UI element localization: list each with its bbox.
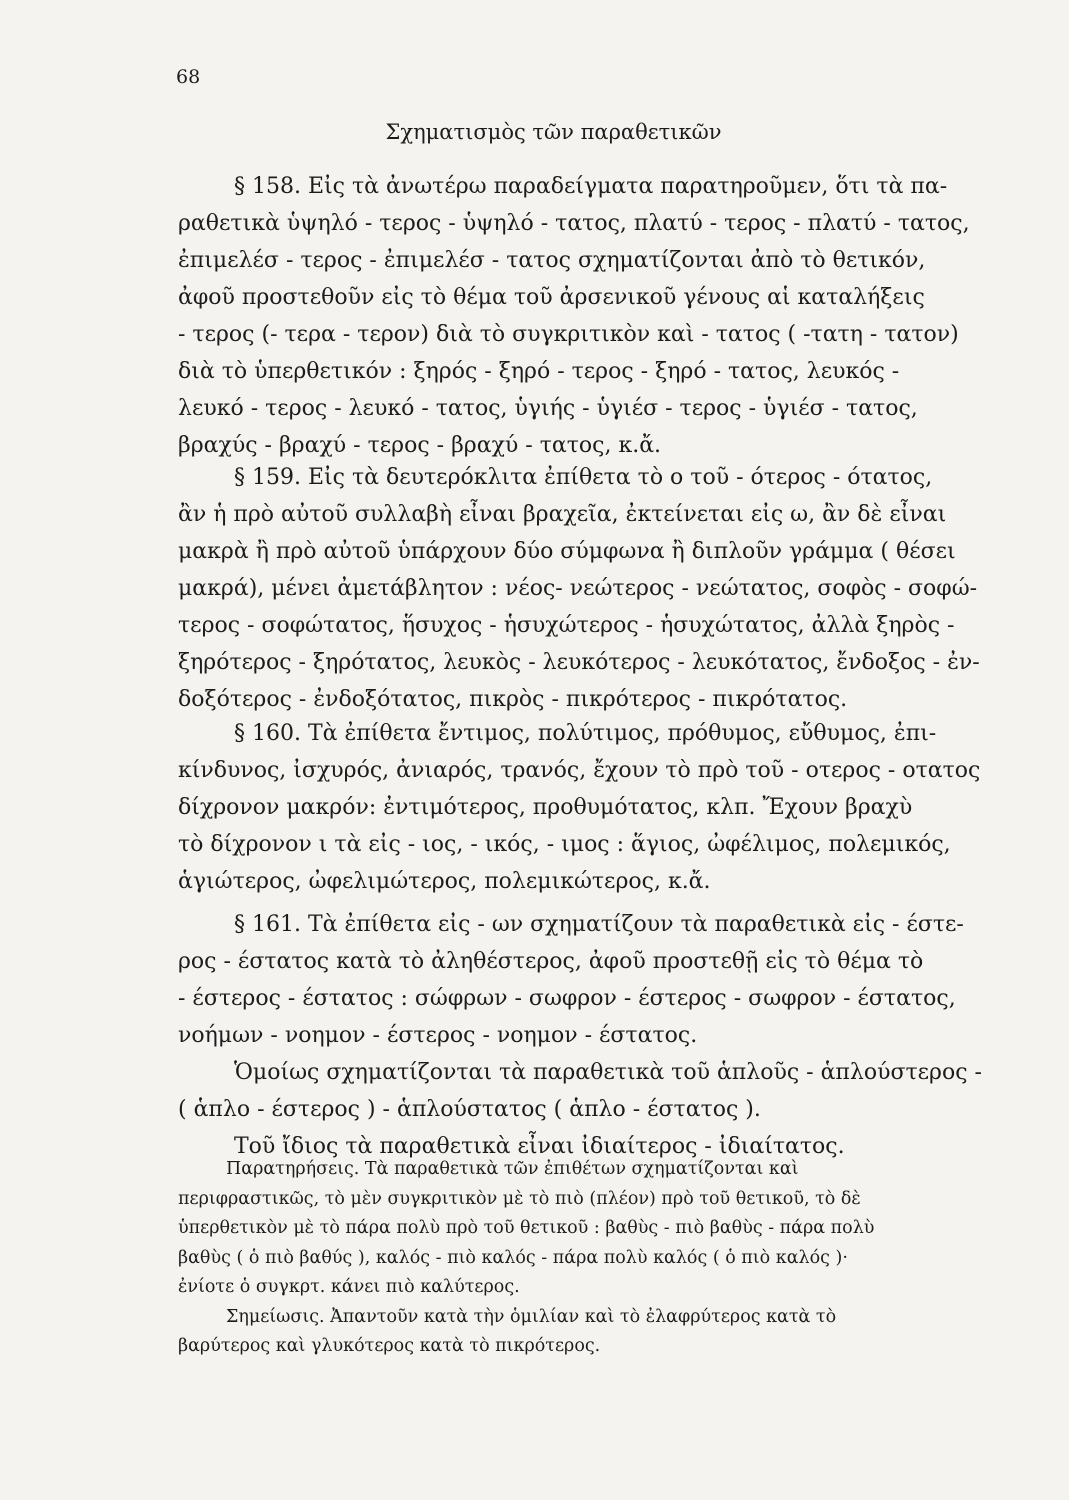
text-line: ἁγιώτερος, ὠφελιμώτερος, πολεμικώτερος, κ.ἄ. bbox=[178, 869, 711, 894]
text-line: νοήμων - νοημον - έστερος - νοημον - έστατος. bbox=[178, 1023, 698, 1048]
text-line: ξηρότερος - ξηρότατος, λευκὸς - λευκότερος - λευκότατος, ἔνδοξος - ἐν- bbox=[178, 650, 980, 675]
text-line: κίνδυνος, ἰσχυρός, ἀνιαρός, τρανός, ἔχουν τὸ πρὸ τοῦ - οτερος - οτατος bbox=[178, 758, 981, 783]
text-line: λευκό - τερος - λευκό - τατος, ὑγιής - ὑγιέσ - τερος - ὑγιέσ - τατος, bbox=[178, 396, 918, 421]
page-number: 68 bbox=[176, 66, 201, 88]
section-heading: Σχηματισμὸς τῶν παραθετικῶν bbox=[385, 120, 722, 144]
text-line: δοξότερος - ἐνδοξότατος, πικρὸς - πικρότερος - πικρότατος. bbox=[178, 687, 848, 712]
section-158 bbox=[178, 168, 1008, 464]
text-line: § 160. Τὰ ἐπίθετα ἔντιμος, πολύτιμος, πρόθυμος, εὔθυμος, ἐπι- bbox=[234, 721, 937, 746]
text-line: μακρά), μένει ἀμετάβλητον : νέος- νεώτερος - νεώτατος, σοφὸς - σοφώ- bbox=[178, 576, 978, 601]
text-line: δίχρονον μακρόν: ἐντιμότερος, προθυμότατος, κλπ. Ἔχουν βραχὺ bbox=[178, 795, 913, 820]
text-line: ραθετικὰ ὑψηλό - τερος - ὑψηλό - τατος, πλατύ - τερος - πλατύ - τατος, bbox=[178, 211, 970, 236]
section-159 bbox=[178, 459, 1008, 718]
text-line: - έστερος - έστατος : σώφρων - σωφρον - έστερος - σωφρον - έστατος, bbox=[178, 986, 956, 1011]
note-line: βαρύτερος καὶ γλυκότερος κατὰ τὸ πικρότερος. bbox=[178, 1336, 601, 1356]
text-line: μακρὰ ἢ πρὸ αὐτοῦ ὑπάρχουν δύο σύμφωνα ἢ διπλοῦν γράμμα ( θέσει bbox=[178, 539, 956, 564]
note-line: ὑπερθετικὸν μὲ τὸ πάρα πολὺ πρὸ τοῦ θετικοῦ : βαθὺς - πιὸ βαθὺς - πάρα πολὺ bbox=[178, 1218, 875, 1238]
note-line: βαθὺς ( ὁ πιὸ βαθύς ), καλός - πιὸ καλός - πάρα πολὺ καλός ( ὁ πιὸ καλός )· bbox=[178, 1247, 848, 1268]
text-line: διὰ τὸ ὑπερθετικόν : ξηρός - ξηρό - τερος - ξηρό - τατος, λευκός - bbox=[178, 359, 900, 384]
text-line: Τοῦ ἴδιος τὰ παραθετικὰ εἶναι ἰδιαίτερος - ἰδιαίτατος. bbox=[234, 1134, 845, 1159]
note-line: Σημείωσις. Ἀπαντοῦν κατὰ τὴν ὁμιλίαν καὶ τὸ ἐλαφρύτερος κατὰ τὸ bbox=[226, 1306, 837, 1327]
text-line: ἀφοῦ προστεθοῦν εἰς τὸ θέμα τοῦ ἀρσενικοῦ γένους αἱ καταλήξεις bbox=[178, 285, 925, 310]
text-line: § 159. Εἰς τὰ δευτερόκλιτα ἐπίθετα τὸ ο τοῦ - ότερος - ότατος, bbox=[234, 465, 933, 490]
text-line: βραχύς - βραχύ - τερος - βραχύ - τατος, κ.ἄ. bbox=[178, 433, 662, 458]
section-160 bbox=[178, 715, 1008, 900]
note-line: ἐνίοτε ὁ συγκρτ. κάνει πιὸ καλύτερος. bbox=[178, 1277, 520, 1297]
observations-note bbox=[178, 1155, 1008, 1362]
text-line: τερος - σοφώτατος, ἥσυχος - ἡσυχώτερος - ἡσυχώτατος, ἀλλὰ ξηρὸς - bbox=[178, 613, 955, 638]
text-line: ἐπιμελέσ - τερος - ἐπιμελέσ - τατος σχηματίζονται ἀπὸ τὸ θετικόν, bbox=[178, 248, 926, 273]
text-line: § 158. Εἰς τὰ ἀνωτέρω παραδείγματα παρατηροῦμεν, ὅτι τὰ πα- bbox=[234, 174, 948, 199]
note-line: Παρατηρήσεις. Τὰ παραθετικὰ τῶν ἐπιθέτων σχηματίζονται καὶ bbox=[226, 1159, 799, 1179]
text-line: § 161. Τὰ ἐπίθετα εἰς - ων σχηματίζουν τὰ παραθετικὰ εἰς - έστε- bbox=[234, 912, 964, 937]
section-161 bbox=[178, 906, 1008, 1165]
text-line: Ὁμοίως σχηματίζονται τὰ παραθετικὰ τοῦ ἁπλοῦς - ἁπλούστερος - bbox=[234, 1060, 982, 1085]
text-line: ρος - έστατος κατὰ τὸ ἀληθέστερος, ἀφοῦ προστεθῇ εἰς τὸ θέμα τὸ bbox=[178, 949, 924, 974]
text-line: - τερος (- τερα - τερον) διὰ τὸ συγκριτικὸν καὶ - τατος ( -τατη - τατον) bbox=[178, 322, 959, 347]
text-line: τὸ δίχρονον ι τὰ εἰς - ιος, - ικός, - ιμος : ἅγιος, ὠφέλιμος, πολεμικός, bbox=[178, 832, 951, 857]
text-line: ἂν ἡ πρὸ αὐτοῦ συλλαβὴ εἶναι βραχεῖα, ἐκτείνεται εἰς ω, ἂν δὲ εἶναι bbox=[178, 502, 947, 527]
note-line: περιφραστικῶς, τὸ μὲν συγκριτικὸν μὲ τὸ πιὸ (πλέον) πρὸ τοῦ θετικοῦ, τὸ δὲ bbox=[178, 1188, 861, 1209]
text-line: ( ἁπλο - έστερος ) - ἁπλούστατος ( ἁπλο - έστατος ). bbox=[178, 1097, 761, 1122]
